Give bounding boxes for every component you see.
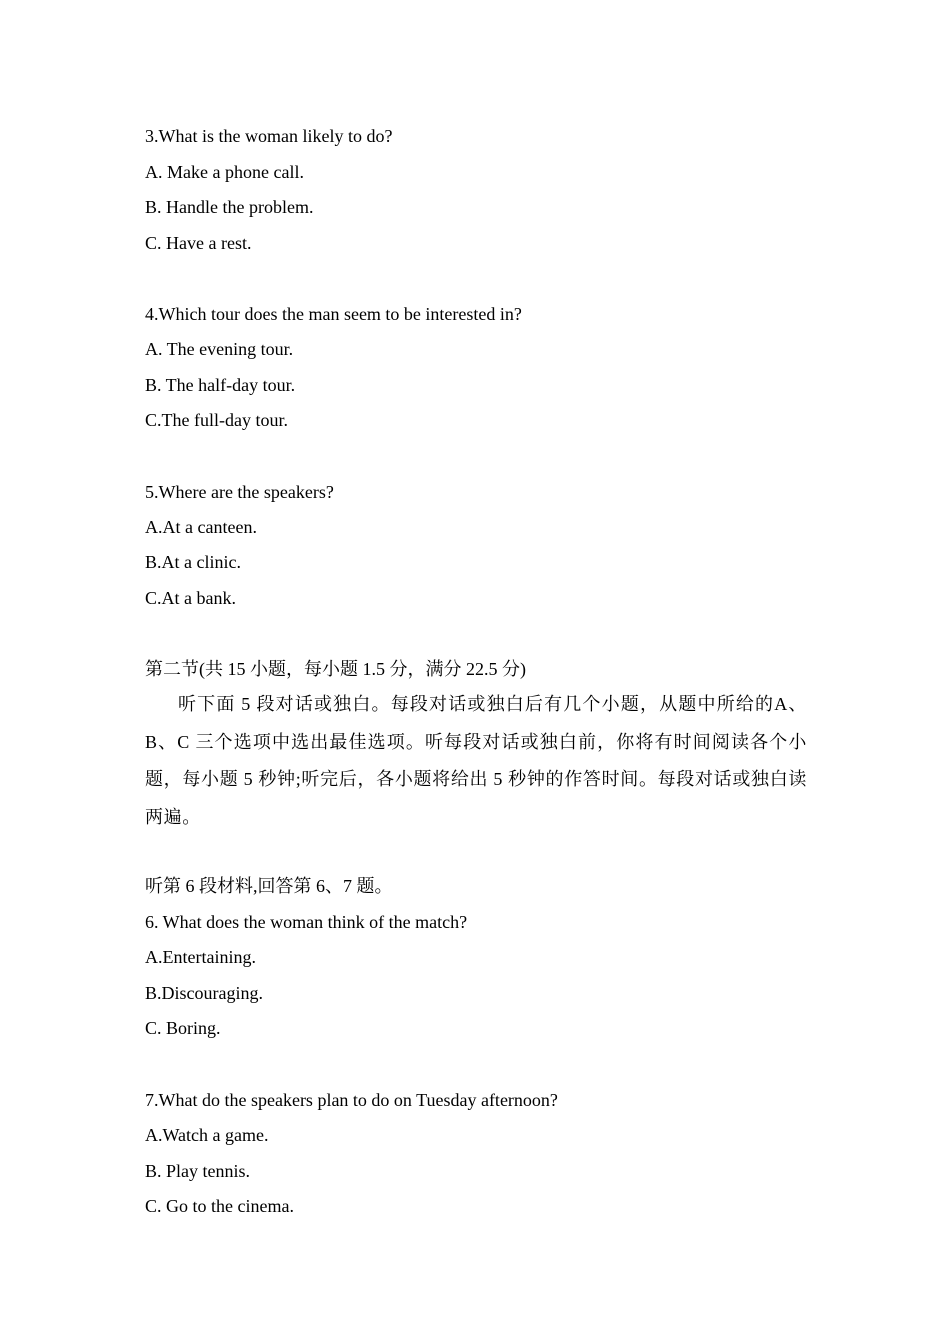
- question-4-option-b: B. The half-day tour.: [145, 375, 296, 395]
- question-3-option-b: B. Handle the problem.: [145, 197, 314, 217]
- question-5-option-b: B.At a clinic.: [145, 552, 241, 572]
- question-4-option-a: A. The evening tour.: [145, 339, 294, 359]
- question-6-stem: 6. What does the woman think of the match?: [145, 912, 468, 932]
- question-4-option-c: C.The full-day tour.: [145, 410, 288, 430]
- material-6-intro: 听第 6 段材料,回答第 6、7 题。: [145, 876, 393, 896]
- question-3-option-a: A. Make a phone call.: [145, 162, 304, 182]
- question-6-option-a: A.Entertaining.: [145, 947, 256, 967]
- question-3-stem: 3.What is the woman likely to do?: [145, 126, 393, 146]
- section-2-heading: 第二节(共 15 小题，每小题 1.5 分，满分 22.5 分): [145, 659, 526, 679]
- question-7-stem: 7.What do the speakers plan to do on Tuesday afternoon?: [145, 1090, 558, 1110]
- question-6-option-b: B.Discouraging.: [145, 983, 263, 1003]
- question-3-option-c: C. Have a rest.: [145, 233, 252, 253]
- question-7-option-a: A.Watch a game.: [145, 1125, 269, 1145]
- question-5-option-a: A.At a canteen.: [145, 517, 257, 537]
- question-7-option-c: C. Go to the cinema.: [145, 1196, 294, 1216]
- section-2-instructions: 听下面 5 段对话或独白。每段对话或独白后有几个小题，从题中所给的A、B、C 三个选项中选出最佳选项。听每段对话或独白前，你将有时间阅读各个小题，每小题 5 秒钟;听完后，各小题将给出 5 秒钟的作答时间。每段对话或独白读两遍。: [145, 694, 807, 827]
- question-5-stem: 5.Where are the speakers?: [145, 482, 334, 502]
- question-7-option-b: B. Play tennis.: [145, 1161, 251, 1181]
- question-5-option-c: C.At a bank.: [145, 588, 236, 608]
- question-4-stem: 4.Which tour does the man seem to be interested in?: [145, 304, 522, 324]
- question-6-option-c: C. Boring.: [145, 1018, 221, 1038]
